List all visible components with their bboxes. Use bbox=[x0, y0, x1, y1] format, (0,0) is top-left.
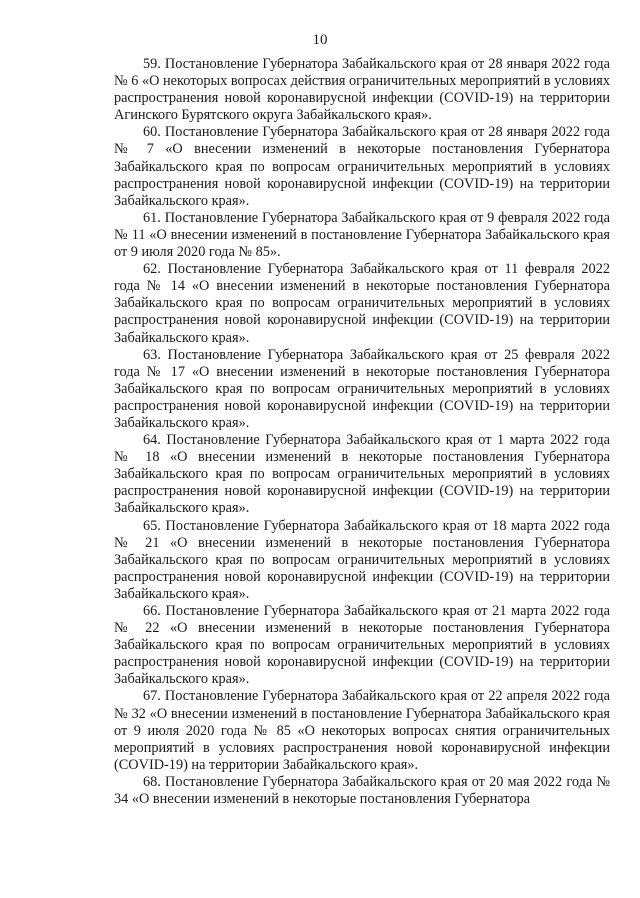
paragraph-67: 67. Постановление Губернатора Забайкальского края от 22 апреля 2022 года № 32 «О внесении изменений в постановление Губернатора Забайкальского края от 9 июля 2020 года № 85 «О некоторых вопросах снятия ограничительных мероприятий в условиях распространения новой коронавирусной инфекции (COVID-19) на территории Забайкальского края». bbox=[114, 688, 610, 773]
document-body bbox=[114, 56, 610, 808]
paragraph-62: 62. Постановление Губернатора Забайкальского края от 11 февраля 2022 года № 14 «О внесении изменений в некоторые постановления Губернатора Забайкальского края по вопросам ограничительных мероприятий в условиях распространения новой коронавирусной инфекции (COVID-19) на территории Забайкальского края». bbox=[114, 261, 610, 346]
paragraph-64: 64. Постановление Губернатора Забайкальского края от 1 марта 2022 года № 18 «О внесении изменений в некоторые постановления Губернатора Забайкальского края по вопросам ограничительных мероприятий в условиях распространения новой коронавирусной инфекции (COVID-19) на территории Забайкальского края». bbox=[114, 432, 610, 517]
paragraph-61: 61. Постановление Губернатора Забайкальского края от 9 февраля 2022 года № 11 «О внесении изменений в постановление Губернатора Забайкальского края от 9 июля 2020 года № 85». bbox=[114, 209, 610, 261]
paragraph-63: 63. Постановление Губернатора Забайкальского края от 25 февраля 2022 года № 17 «О внесении изменений в некоторые постановления Губернатора Забайкальского края по вопросам ограничительных мероприятий в условиях распространения новой коронавирусной инфекции (COVID-19) на территории Забайкальского края». bbox=[114, 346, 610, 431]
page-number: 10 bbox=[312, 32, 328, 48]
paragraph-66: 66. Постановление Губернатора Забайкальского края от 21 марта 2022 года № 22 «О внесении изменений в некоторые постановления Губернатора Забайкальского края по вопросам ограничительных мероприятий в условиях распространения новой коронавирусной инфекции (COVID-19) на территории Забайкальского края». bbox=[114, 603, 610, 688]
paragraph-68: 68. Постановление Губернатора Забайкальского края от 20 мая 2022 года № 34 «О внесении изменений в некоторые постановления Губернатора bbox=[114, 773, 610, 808]
paragraph-65: 65. Постановление Губернатора Забайкальского края от 18 марта 2022 года № 21 «О внесении изменений в некоторые постановления Губернатора Забайкальского края по вопросам ограничительных мероприятий в условиях распространения новой коронавирусной инфекции (COVID-19) на территории Забайкальского края». bbox=[114, 517, 610, 602]
paragraph-60: 60. Постановление Губернатора Забайкальского края от 28 января 2022 года № 7 «О внесении изменений в некоторые постановления Губернатора Забайкальского края по вопросам ограничительных мероприятий в условиях распространения новой коронавирусной инфекции (COVID-19) на территории Забайкальского края». bbox=[114, 124, 610, 209]
paragraph-59: 59. Постановление Губернатора Забайкальского края от 28 января 2022 года № 6 «О некоторых вопросах действия ограничительных мероприятий в условиях распространения новой коронавирусной инфекции (COVID-19) на территории Агинского Бурятского округа Забайкальского края». bbox=[114, 56, 610, 124]
